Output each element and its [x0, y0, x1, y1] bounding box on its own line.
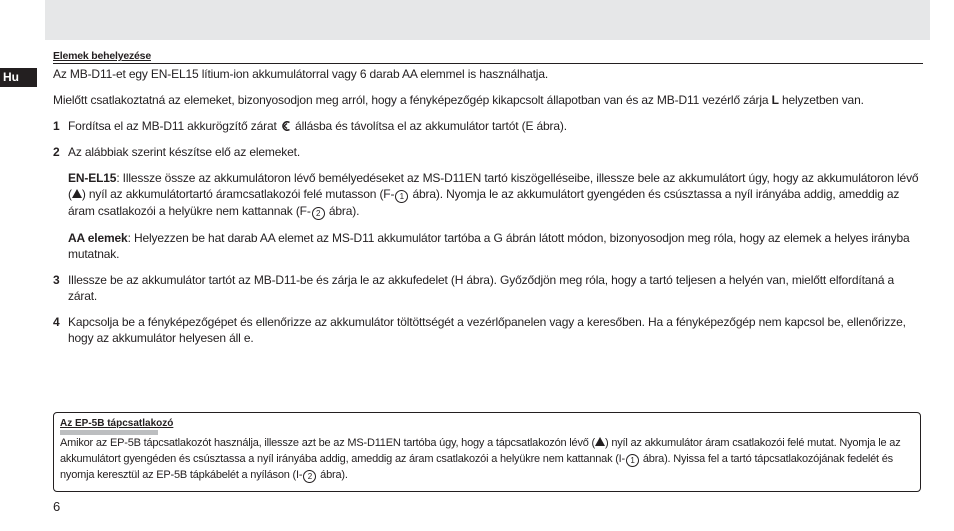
page-number: 6 [53, 499, 61, 514]
circled-number-1: 1 [395, 190, 408, 203]
note-text-3: ábra). Nyissa fel a tartó tápcsatlakozójának fedelét és nyomja keresztül az EP-5B tápkábelét a nyíláson (I- [60, 453, 893, 481]
note-text-2: ) nyíl az akkumulátor áram csatlakozói felé mutat. Nyomja le az akkumulátort gyengéden és csúsztassa a nyíl irányába addig, ameddig az áram csatlakozói a helyükre nem kattannak (I- [60, 437, 901, 465]
aa-instructions [53, 230, 923, 262]
step-number: 2 [53, 145, 60, 159]
step-1-text-before: Fordítsa el az MB-D11 akkurögzítő zárat [68, 119, 280, 133]
step-number: 3 [53, 273, 60, 287]
triangle-up-icon [72, 189, 82, 198]
en-el15-instructions [53, 170, 923, 220]
step-4-text: Kapcsolja be a fényképezőgépet és ellenőrizze az akkumulátor töltöttségét a vezérlőpanelen vagy a keresőben. Ha a fényképezőgép nem kapcsol be, ellenőrizze, hogy az akkumulátor helyesen áll e. [68, 315, 906, 345]
step-2-text: Az alábbiak szerint készítse elő az elemeket. [68, 145, 301, 159]
intro-paragraph: Az MB-D11-et egy EN-EL15 lítium-ion akkumulátorral vagy 6 darab AA elemmel is használhatja. [53, 67, 549, 81]
note-text [60, 435, 914, 483]
en-el15-text-1: : Illessze össze az akkumulátoron lévő bemélyedéseket az MS-D11EN tartó kiszögelléseibe, illessze bele az akkumulátort úgy, hogy az akkumulátoron lévő ( [68, 171, 919, 201]
step-3 [53, 272, 923, 304]
circled-number-1: 1 [626, 454, 639, 467]
note-text-4: ábra). [317, 469, 348, 481]
step-4 [53, 314, 923, 346]
note-heading: Az EP-5B tápcsatlakozó [60, 418, 174, 429]
en-el15-text-4: ábra). [325, 204, 360, 218]
note-text-1: Amikor az EP-5B tápcsatlakozót használja, illessze azt be az MS-D11EN tartóba úgy, hogy a tápcsatlakozón lévő ( [60, 437, 595, 449]
header-band [45, 0, 930, 40]
step-1 [53, 118, 923, 134]
note-box [53, 412, 921, 492]
step-3-text: Illessze be az akkumulátor tartót az MB-D11-be és zárja le az akkufedelet (H ábra). Győződjön meg róla, hogy a tartó teljesen a helyén van, mielőtt elfordítaná a zárat. [68, 273, 895, 303]
section-heading: Elemek behelyezése [53, 50, 151, 62]
step-1-text-after: állásba és távolítsa el az akkumulátor tartót (E ábra). [291, 119, 567, 133]
aa-label: AA elemek [68, 231, 128, 245]
warning-lock-position: L [771, 93, 779, 107]
step-2 [53, 144, 923, 160]
step-number: 1 [53, 119, 60, 133]
warning-text-after: helyzetben van. [778, 93, 864, 107]
en-el15-text-2: ) nyíl az akkumulátortartó áramcsatlakozói felé mutasson (F- [81, 187, 395, 201]
triangle-up-icon [595, 437, 605, 446]
language-tab: Hu [0, 68, 37, 87]
step-number: 4 [53, 315, 60, 329]
en-el15-text-3: ábra). Nyomja le az akkumulátort gyengéden és csúsztassa a nyíl irányába addig, ameddig az áram csatlakozói a helyükre nem kattannak (F- [68, 187, 900, 218]
en-el15-label: EN-EL15 [68, 171, 117, 185]
main-content [53, 50, 923, 346]
circled-number-2: 2 [312, 207, 325, 220]
warning-text-before: Mielőtt csatlakoztatná az elemeket, bizonyosodjon meg arról, hogy a fényképezőgép kikapcsolt állapotban van és az MB-D11 vezérlő zárja [53, 93, 772, 107]
lock-rotate-icon [280, 120, 292, 132]
circled-number-2: 2 [303, 470, 316, 483]
warning-paragraph [53, 92, 923, 108]
heading-rule [53, 63, 923, 64]
aa-text: : Helyezzen be hat darab AA elemet az MS-D11 akkumulátor tartóba a G ábrán látott módon, bizonyosodjon meg róla, hogy az elemek a helyes irányba mutatnak. [68, 231, 910, 261]
